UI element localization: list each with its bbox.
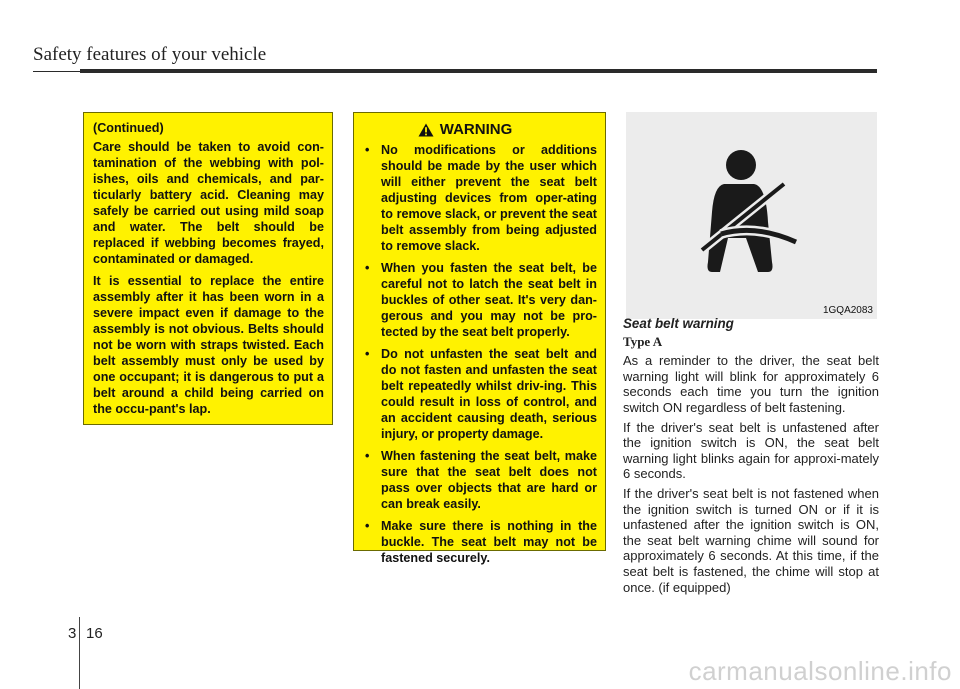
warning-header bbox=[333, 122, 597, 138]
section-heading: Seat belt warning bbox=[623, 316, 734, 331]
body-paragraph-2: If the driver's seat belt is unfastened after the ignition switch is ON, the seat belt warning light blinks again for approxi-mately 6 seconds. bbox=[623, 419, 879, 482]
warning-list bbox=[363, 142, 597, 566]
caution-paragraph-2: It is essential to replace the entire assembly after it has been worn in a severe impact even if damage to the assembly is not obvious. Belts should not be worn with straps twisted. Each belt assembly must only be used by one occupant; it is dangerous to put a belt around a child being carried on the occu-pant's lap. bbox=[93, 274, 324, 416]
header-rule-thin bbox=[33, 71, 80, 72]
page-header-title: Safety features of your vehicle bbox=[33, 44, 267, 65]
warning-triangle-icon bbox=[418, 123, 434, 137]
warning-title: WARNING bbox=[439, 121, 513, 138]
warning-item: • When fastening the seat belt, make sure that the seat belt does not pass over objects that are hard or can break easily. bbox=[363, 448, 597, 512]
warning-item: • Make sure there is nothing in the buckle. The seat belt may not be fastened securely. bbox=[363, 518, 597, 566]
warning-item: • When you fasten the seat belt, be careful not to latch the seat belt in buckles of other seat. It's very dan-gerous and you may not be pro-tected by the seat belt properly. bbox=[363, 260, 597, 340]
type-label: Type A bbox=[623, 333, 663, 349]
body-paragraph-1: As a reminder to the driver, the seat belt warning light will blink for approximately 6 seconds each time you turn the ignition switch ON regardless of belt fastening. bbox=[623, 353, 879, 415]
figure-id: 1GQA2083 bbox=[822, 305, 873, 316]
page-number: 16 bbox=[86, 625, 103, 642]
body-paragraph-3: If the driver's seat belt is not fastened when the ignition switch is turned ON or if it is unfastened after the ignition switch is ON, the seat belt warning chime will sound for approximately 6 seconds. At this time, if the seat belt is fastened, the chime will stop at once. (if equipped) bbox=[623, 485, 879, 595]
watermark-text: carmanualsonline.info bbox=[688, 656, 952, 686]
caution-paragraph-1: Care should be taken to avoid con-tamination of the webbing with pol-ishes, oils and chemicals, and par-ticularly battery acid. Cleaning may safely be carried out using mild soap and water. The belt should be replaced if webbing becomes frayed, contaminated or damaged. bbox=[93, 140, 324, 266]
warning-box bbox=[353, 112, 606, 565]
section-number: 3 bbox=[68, 625, 77, 642]
footer-divider bbox=[79, 617, 80, 689]
seat-belt-warning-icon bbox=[626, 112, 877, 319]
seat-belt-figure bbox=[626, 112, 877, 319]
warning-item: • Do not unfasten the seat belt and do not fasten and unfasten the seat belt repeatedly whilst driv-ing. This could result in loss of control, and an accident causing death, serious injury, or property damage. bbox=[363, 346, 597, 442]
caution-continued-box bbox=[83, 112, 333, 425]
continued-label: (Continued) bbox=[93, 121, 164, 135]
warning-item: • No modifications or additions should be made by the user which will either prevent the seat belt adjusting devices from oper-ating to remove slack, or prevent the seat belt assembly from being adjusted to remove slack. bbox=[363, 142, 597, 254]
seat-belt-warning-section bbox=[623, 316, 879, 599]
header-rule bbox=[80, 69, 877, 73]
